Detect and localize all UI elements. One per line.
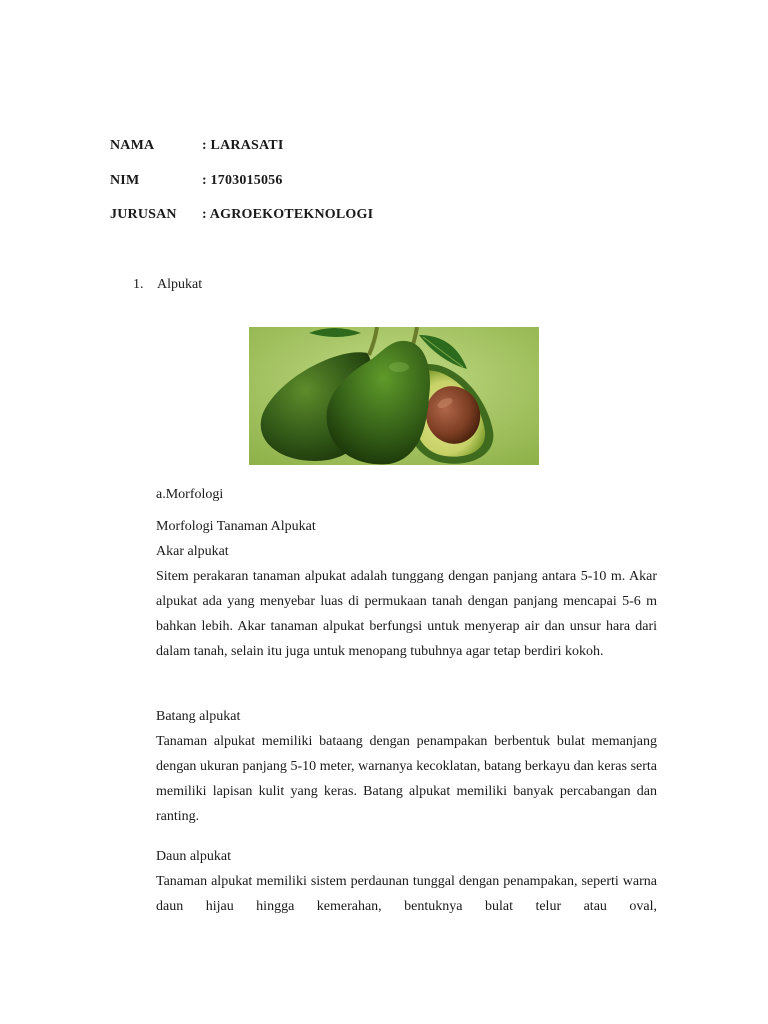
subheading: Morfologi Tanaman Alpukat bbox=[156, 519, 316, 534]
avocado-illustration bbox=[249, 327, 539, 465]
list-title: Alpukat bbox=[157, 277, 203, 292]
batang-title: Batang alpukat bbox=[156, 709, 241, 724]
nim-value: : 1703015056 bbox=[202, 173, 283, 188]
section-heading: a.Morfologi bbox=[156, 487, 224, 502]
akar-paragraph: Sitem perakaran tanaman alpukat adalah tunggang dengan panjang antara 5-10 m. Akar alpukat ada yang menyebar luas di permukaan tanah dengan panjang mencapai 5-6 m bahkan lebih. Akar tanaman alpukat berfungsi untuk menyerap air dan unsur hara dari dalam tanah, selain itu juga untuk menopang tubuhnya agar tetap berdiri kokoh. bbox=[156, 569, 657, 659]
jurusan-label: JURUSAN bbox=[110, 207, 177, 222]
batang-paragraph: Tanaman alpukat memiliki bataang dengan penampakan berbentuk bulat memanjang dengan ukuran panjang 5-10 meter, warnanya kecoklatan, batang berkayu dan keras serta memiliki lapisan kulit yang keras. Batang alpukat memiliki banyak percabangan dan ranting. bbox=[156, 734, 657, 824]
name-value: : LARASATI bbox=[202, 138, 284, 153]
avocado-image bbox=[249, 327, 539, 465]
daun-title: Daun alpukat bbox=[156, 849, 232, 864]
identity-name-row bbox=[110, 138, 283, 154]
name-label: NAMA bbox=[110, 138, 155, 153]
jurusan-value: : AGROEKOTEKNOLOGI bbox=[202, 207, 374, 222]
identity-nim-row bbox=[110, 173, 283, 189]
identity-jurusan-row bbox=[110, 207, 373, 223]
nim-label: NIM bbox=[110, 173, 140, 188]
akar-title: Akar alpukat bbox=[156, 544, 229, 559]
list-number: 1. bbox=[133, 277, 144, 292]
daun-paragraph: Tanaman alpukat memiliki sistem perdaunan tunggal dengan penampakan, seperti warna daun hijau hingga kemerahan, bentuknya bulat telur atau oval, bbox=[156, 874, 657, 914]
numbered-list-item bbox=[133, 277, 202, 293]
